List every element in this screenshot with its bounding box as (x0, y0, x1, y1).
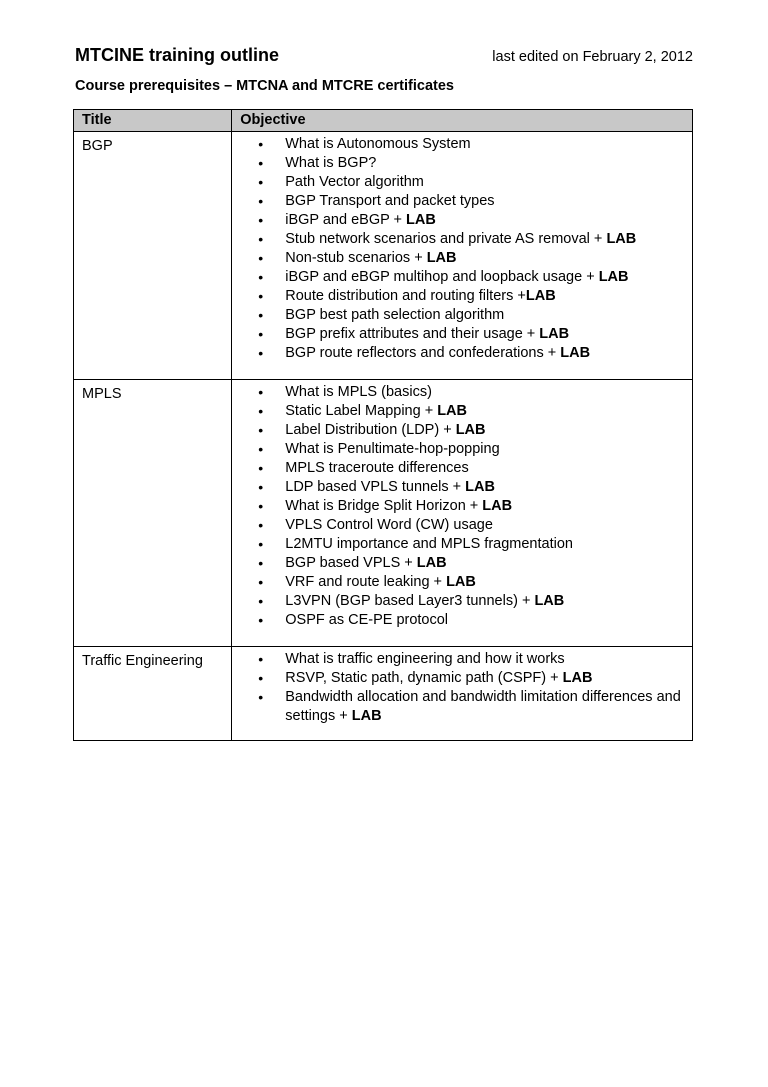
bullet-icon: • (258, 441, 264, 457)
objective-text: iBGP and eBGP + (285, 212, 407, 228)
list-item (232, 478, 692, 497)
bullet-icon: • (258, 269, 264, 285)
list-item (232, 497, 692, 516)
column-header-title: Title (74, 110, 232, 132)
lab-label: LAB (525, 288, 556, 304)
course-prerequisites: Course prerequisites – MTCNA and MTCRE certificates (75, 78, 454, 94)
bullet-icon: • (258, 307, 264, 323)
objective-text: L3VPN (BGP based Layer3 tunnels) + (285, 593, 535, 609)
bullet-icon: • (258, 193, 264, 209)
list-item (232, 192, 692, 211)
list-item (232, 249, 692, 268)
objective-text: Static Label Mapping + (285, 403, 438, 419)
list-item (232, 554, 692, 573)
bullet-icon: • (258, 651, 264, 667)
page-title: MTCINE training outline (75, 45, 279, 65)
list-item (232, 573, 692, 592)
training-outline-table (73, 109, 693, 741)
bullet-icon: • (258, 460, 264, 476)
lab-label: LAB (446, 574, 476, 590)
list-item (232, 325, 692, 344)
objective-text: Route distribution and routing filters + (285, 288, 526, 304)
lab-label: LAB (560, 345, 591, 361)
objective-text: BGP route reflectors and confederations + (285, 345, 561, 361)
objective-text: RSVP, Static path, dynamic path (CSPF) + (285, 670, 563, 686)
lab-label: LAB (465, 479, 495, 495)
bullet-icon: • (258, 422, 264, 438)
column-header-objective: Objective (232, 110, 693, 132)
list-item (232, 287, 692, 306)
list-item (232, 383, 692, 402)
table-row (74, 380, 693, 647)
bullet-icon: • (258, 689, 264, 705)
list-item (232, 669, 692, 688)
list-item (232, 154, 692, 173)
lab-label: LAB (406, 212, 436, 228)
lab-label: LAB (598, 269, 629, 285)
objective-text: L2MTU importance and MPLS fragmentation (285, 536, 573, 552)
bullet-icon: • (258, 498, 264, 514)
objective-text: iBGP and eBGP multihop and loopback usage + (285, 269, 599, 285)
list-item (232, 230, 692, 249)
table-row (74, 647, 693, 741)
objective-text: What is traffic engineering and how it works (285, 651, 565, 667)
list-item (232, 344, 692, 363)
objective-text: BGP prefix attributes and their usage + (285, 326, 540, 342)
list-item (232, 421, 692, 440)
list-item (232, 688, 692, 726)
list-item (232, 402, 692, 421)
row-title: BGP (74, 132, 232, 380)
bullet-icon: • (258, 517, 264, 533)
bullet-icon: • (258, 593, 264, 609)
row-objectives (232, 647, 693, 741)
row-title: MPLS (74, 380, 232, 647)
list-item (232, 535, 692, 554)
bullet-icon: • (258, 288, 264, 304)
list-item (232, 135, 692, 154)
row-objectives (232, 380, 693, 647)
bullet-icon: • (258, 536, 264, 552)
objective-text: Path Vector algorithm (285, 174, 424, 190)
objective-text: What is Bridge Split Horizon + (285, 498, 483, 514)
bullet-icon: • (258, 212, 264, 228)
last-edited-date: last edited on February 2, 2012 (492, 49, 693, 65)
bullet-icon: • (258, 136, 264, 152)
objective-text: BGP Transport and packet types (285, 193, 495, 209)
objective-list (232, 380, 692, 646)
list-item (232, 516, 692, 535)
objective-text: What is Penultimate-hop-popping (285, 441, 500, 457)
objective-text: What is BGP? (285, 155, 377, 171)
objective-text: Non-stub scenarios + (285, 250, 427, 266)
table-row (74, 132, 693, 380)
list-item (232, 650, 692, 669)
objective-list (232, 132, 692, 379)
list-item (232, 211, 692, 230)
objective-text: OSPF as CE-PE protocol (285, 612, 449, 628)
bullet-icon: • (258, 250, 264, 266)
bullet-icon: • (258, 326, 264, 342)
lab-label: LAB (562, 670, 593, 686)
lab-label: LAB (606, 231, 637, 247)
bullet-icon: • (258, 345, 264, 361)
bullet-icon: • (258, 174, 264, 190)
lab-label: LAB (426, 250, 457, 266)
list-item (232, 592, 692, 611)
bullet-icon: • (258, 155, 264, 171)
lab-label: LAB (351, 708, 382, 724)
bullet-icon: • (258, 612, 264, 628)
lab-label: LAB (534, 593, 565, 609)
lab-label: LAB (437, 403, 468, 419)
table-header-row (74, 110, 693, 132)
objective-text: What is Autonomous System (285, 136, 471, 152)
objective-text: Bandwidth allocation and bandwidth limitation differences and settings + (285, 689, 681, 724)
objective-text: Stub network scenarios and private AS removal + (285, 231, 607, 247)
lab-label: LAB (416, 555, 447, 571)
objective-text: BGP based VPLS + (285, 555, 417, 571)
bullet-icon: • (258, 384, 264, 400)
objective-text: BGP best path selection algorithm (285, 307, 505, 323)
objective-text: VPLS Control Word (CW) usage (285, 517, 493, 533)
row-title: Traffic Engineering (74, 647, 232, 741)
objective-text: VRF and route leaking + (285, 574, 447, 590)
list-item (232, 611, 692, 630)
list-item (232, 173, 692, 192)
list-item (232, 440, 692, 459)
row-objectives (232, 132, 693, 380)
list-item (232, 306, 692, 325)
objective-text: What is MPLS (basics) (285, 384, 432, 400)
lab-label: LAB (482, 498, 513, 514)
lab-label: LAB (455, 422, 486, 438)
objective-text: LDP based VPLS tunnels + (285, 479, 466, 495)
objective-text: Label Distribution (LDP) + (285, 422, 456, 438)
list-item (232, 268, 692, 287)
objective-text: MPLS traceroute differences (285, 460, 469, 476)
bullet-icon: • (258, 555, 264, 571)
bullet-icon: • (258, 231, 264, 247)
lab-label: LAB (539, 326, 570, 342)
bullet-icon: • (258, 479, 264, 495)
objective-list (232, 647, 692, 740)
bullet-icon: • (258, 574, 264, 590)
bullet-icon: • (258, 403, 264, 419)
list-item (232, 459, 692, 478)
bullet-icon: • (258, 670, 264, 686)
